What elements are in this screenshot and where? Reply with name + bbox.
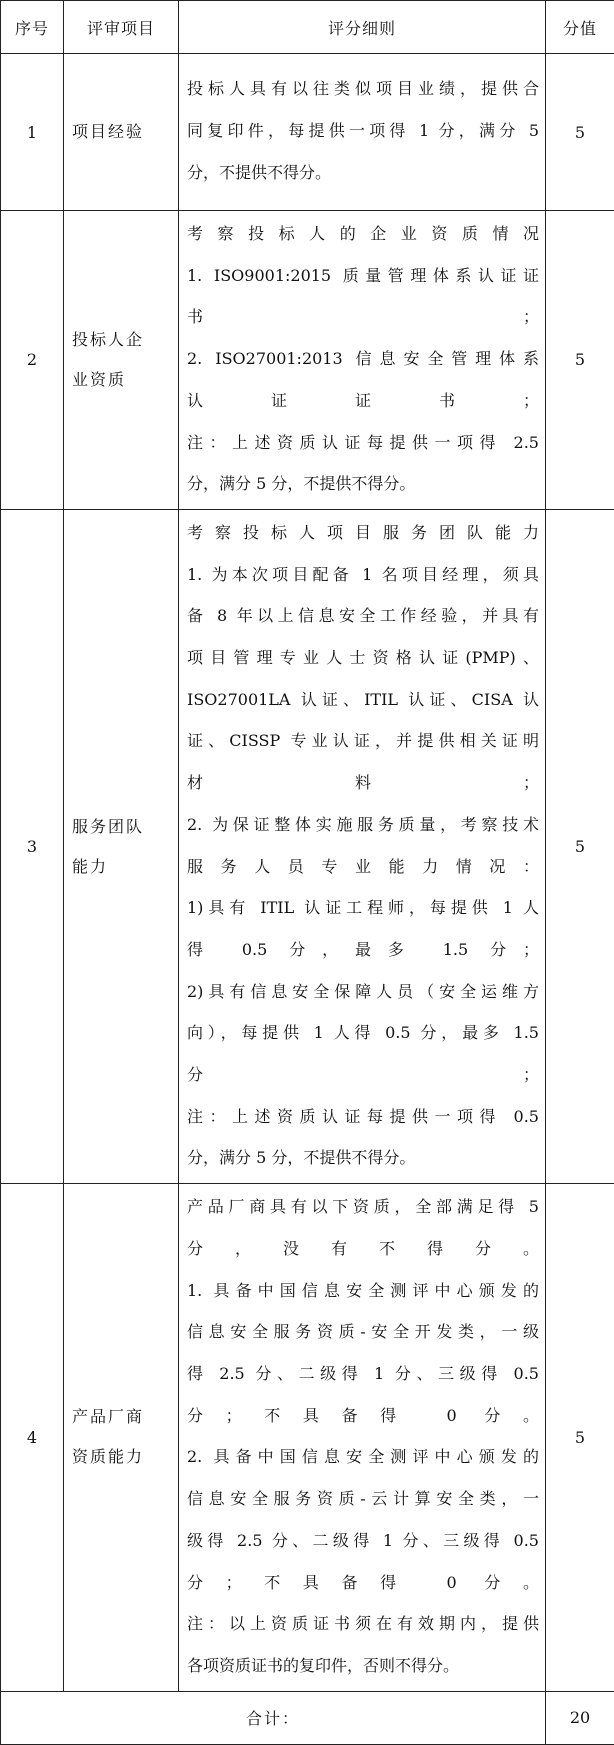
row-detail-line: 2)具有信息安全保障人员（安全运维方 [187,971,539,1013]
row-detail-line: 备 8 年以上信息安全工作经验，并具有 [187,595,539,637]
total-label: 合计： [1,1691,546,1744]
row-detail-line: 分，不提供不得分。 [187,152,539,194]
row-detail-line: 书； [187,296,539,338]
header-detail: 评分细则 [179,1,546,54]
row-seq: 3 [1,509,64,1183]
row-detail [179,509,546,1183]
row-score: 5 [546,211,614,510]
row-detail-line: 材料； [187,762,539,804]
row-item-line: 产品厂商 [72,1397,172,1437]
row-detail-line: 投标人具有以往类似项目业绩，提供合 [187,68,539,110]
total-row [1,1691,614,1744]
row-detail-line: 分，满分 5 分，不提供不得分。 [187,1137,539,1179]
row-detail-line: 分；不具备得 0 分。 [187,1562,539,1604]
row-detail-line: ISO27001LA 认证、ITIL 认证、CISA 认 [187,679,539,721]
table-row [1,54,614,211]
row-detail-line: 认证证书； [187,380,539,422]
row-item [64,509,179,1183]
row-detail [179,211,546,510]
row-seq: 4 [1,1184,64,1691]
row-detail-line: 信息安全服务资质-云计算安全类，一 [187,1478,539,1520]
row-detail-line: 1. 为本次项目配备 1 名项目经理，须具 [187,554,539,596]
row-item [64,54,179,211]
row-item-line: 能力 [72,847,172,887]
row-detail-line: 注：以上资质证书须在有效期内，提供 [187,1603,539,1645]
row-detail-line: 注：上述资质认证每提供一项得 2.5 [187,422,539,464]
row-item [64,211,179,510]
row-detail-line: 分，没有不得分。 [187,1228,539,1270]
row-item-line: 项目经验 [72,112,172,152]
row-detail-line: 信息安全服务资质-安全开发类，一级 [187,1311,539,1353]
row-detail-line: 得 0.5 分，最多 1.5 分； [187,929,539,971]
row-detail-line: 1)具有 ITIL 认证工程师，每提供 1 人 [187,887,539,929]
row-score: 5 [546,509,614,1183]
row-detail-line: 项目管理专业人士资格认证(PMP)、 [187,637,539,679]
row-detail-line: 1. ISO9001:2015 质量管理体系认证证 [187,255,539,297]
header-seq: 序号 [1,1,64,54]
row-item-line: 投标人企 [72,320,172,360]
row-detail-line: 证、CISSP 专业认证，并提供相关证明 [187,720,539,762]
header-row [1,1,614,54]
row-detail-line: 同复印件，每提供一项得 1 分，满分 5 [187,110,539,152]
row-detail-line: 考察投标人项目服务团队能力 [187,512,539,554]
row-detail-line: 向），每提供 1 人得 0.5 分，最多 1.5 [187,1012,539,1054]
table-row [1,509,614,1183]
row-detail-line: 2. 具备中国信息安全测评中心颁发的 [187,1436,539,1478]
row-item [64,1184,179,1691]
row-score: 5 [546,1184,614,1691]
row-detail-line: 分，满分 5 分，不提供不得分。 [187,463,539,505]
header-score: 分值 [546,1,614,54]
row-detail-line: 1. 具备中国信息安全测评中心颁发的 [187,1270,539,1312]
table-row [1,211,614,510]
row-detail-line: 产品厂商具有以下资质，全部满足得 5 [187,1186,539,1228]
table-row [1,1184,614,1691]
row-item-line: 服务团队 [72,807,172,847]
row-detail [179,1184,546,1691]
row-detail-line: 2. ISO27001:2013 信息安全管理体系 [187,338,539,380]
row-detail-line: 得 2.5 分、二级得 1 分、三级得 0.5 [187,1353,539,1395]
row-detail-line: 考察投标人的企业资质情况 [187,213,539,255]
row-item-line: 资质能力 [72,1437,172,1477]
row-score: 5 [546,54,614,211]
row-detail-line: 2. 为保证整体实施服务质量，考察技术 [187,804,539,846]
header-item: 评审项目 [64,1,179,54]
row-detail [179,54,546,211]
row-detail-line: 分；不具备得 0 分。 [187,1395,539,1437]
row-detail-line: 级得 2.5 分、二级得 1 分、三级得 0.5 [187,1520,539,1562]
row-seq: 1 [1,54,64,211]
row-detail-line: 各项资质证书的复印件，否则不得分。 [187,1645,539,1687]
row-detail-line: 注：上述资质认证每提供一项得 0.5 [187,1096,539,1138]
total-score: 20 [546,1691,614,1744]
row-item-line: 业资质 [72,360,172,400]
row-detail-line: 分； [187,1054,539,1096]
row-seq: 2 [1,211,64,510]
row-detail-line: 服务人员专业能力情况： [187,846,539,888]
